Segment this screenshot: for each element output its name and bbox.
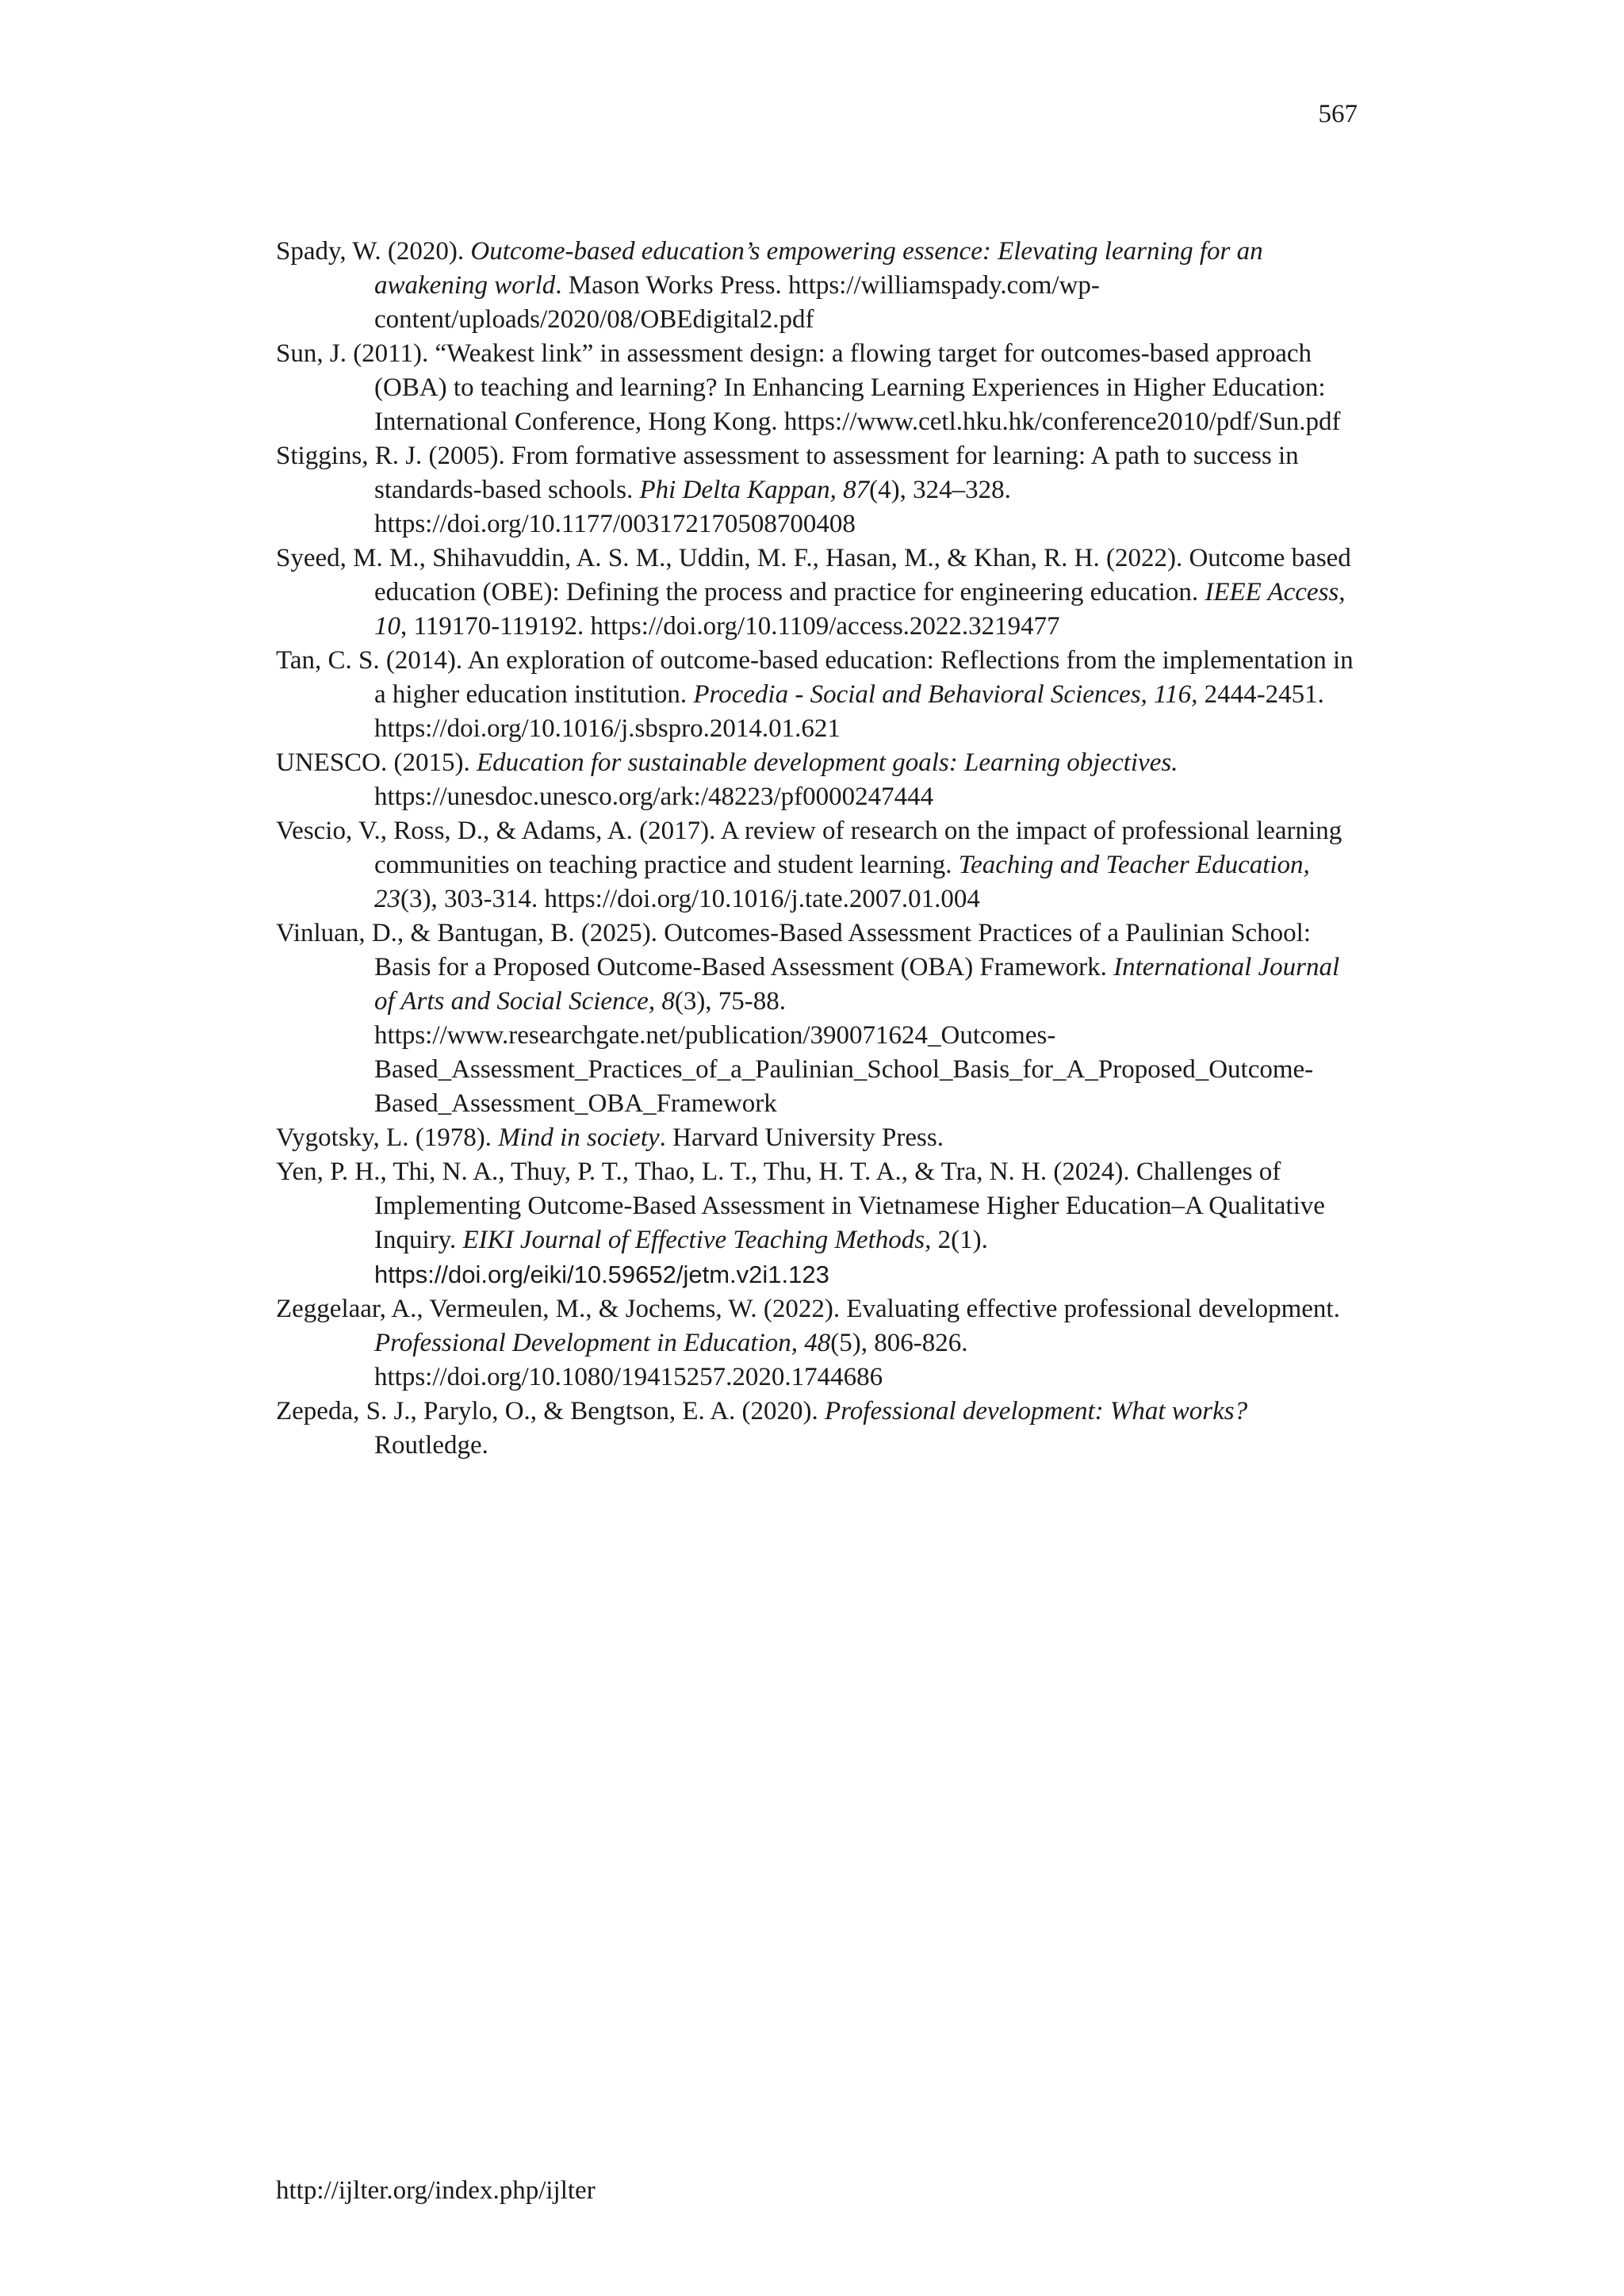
reference-text: Procedia - Social and Behavioral Sciences, 116, bbox=[693, 680, 1198, 709]
reference-entry bbox=[276, 337, 1362, 439]
reference-entry bbox=[276, 644, 1362, 746]
reference-text: https://unesdoc.unesco.org/ark:/48223/pf0000247444 bbox=[374, 783, 934, 811]
reference-text: Zepeda, S. J., Parylo, O., & Bengtson, E. A. (2020). bbox=[276, 1397, 825, 1425]
reference-entry bbox=[276, 1292, 1362, 1395]
reference-text: Tan, C. S. (2014). An exploration of outcome-based education: Reflections from the implementation in a higher education institution. bbox=[276, 646, 1354, 709]
reference-text: Outcome-based education’s empowering essence: Elevating learning for an awakening world bbox=[374, 237, 1263, 300]
reference-text: Vygotsky, L. (1978). bbox=[276, 1123, 499, 1152]
reference-entry bbox=[276, 439, 1362, 541]
reference-text: 2(1). bbox=[931, 1226, 988, 1254]
reference-text: UNESCO. (2015). bbox=[276, 748, 477, 777]
reference-text: (5), 806-826. https://doi.org/10.1080/19415257.2020.1744686 bbox=[374, 1329, 968, 1391]
footer-url: http://ijlter.org/index.php/ijlter bbox=[276, 2176, 596, 2205]
reference-text: Phi Delta Kappan, 87 bbox=[639, 476, 870, 504]
reference-entry bbox=[276, 746, 1362, 814]
reference-text: Stiggins, R. J. (2005). From formative assessment to assessment for learning: A path to success in standards-based schools. bbox=[276, 442, 1299, 504]
reference-entry bbox=[276, 235, 1362, 337]
reference-text: Vescio, V., Ross, D., & Adams, A. (2017). A review of research on the impact of professional learning communities on teaching practice and student learning. bbox=[276, 817, 1342, 879]
reference-text: 2444-2451. https://doi.org/10.1016/j.sbspro.2014.01.621 bbox=[374, 680, 1324, 743]
reference-text: Professional development: What works? bbox=[825, 1397, 1248, 1425]
reference-text: (4), 324–328. https://doi.org/10.1177/003172170508700408 bbox=[374, 476, 1011, 538]
reference-text: . Mason Works Press. https://williamspady.com/wp-content/uploads/2020/08/OBEdigital2.pdf bbox=[374, 271, 1100, 334]
reference-text: EIKI Journal of Effective Teaching Methods, bbox=[462, 1226, 932, 1254]
reference-entry bbox=[276, 1395, 1362, 1463]
reference-text: (3), 75-88. https://www.researchgate.net/publication/390071624_Outcomes-Based_Assessment_Practices_of_a_Paulinian_School_Basis_for_A_Proposed_Outcome-Based_Assessment_OBA_Framework bbox=[374, 987, 1314, 1118]
reference-text: Mind in society bbox=[498, 1123, 660, 1152]
reference-entry bbox=[276, 916, 1362, 1121]
reference-text: , 119170-119192. https://doi.org/10.1109/access.2022.3219477 bbox=[400, 612, 1060, 641]
reference-text: . Harvard University Press. bbox=[659, 1123, 944, 1152]
reference-text: Vinluan, D., & Bantugan, B. (2025). Outcomes-Based Assessment Practices of a Paulinian School: Basis for a Proposed Outcome-Based Assessment (OBA) Framework. bbox=[276, 919, 1311, 982]
page-number: 567 bbox=[1318, 100, 1358, 128]
reference-entry bbox=[276, 541, 1362, 644]
reference-text: Yen, P. H., Thi, N. A., Thuy, P. T., Thao, L. T., Thu, H. T. A., & Tra, N. H. (2024). Challenges of Implementing Outcome-Based Assessment in Vietnamese Higher Education–A Qualitative Inquiry. bbox=[276, 1158, 1325, 1254]
reference-text: International Journal of Arts and Social Science, 8 bbox=[374, 953, 1340, 1016]
reference-text: https://doi.org/eiki/10.59652/jetm.v2i1.123 bbox=[374, 1261, 829, 1288]
reference-text: Teaching and Teacher Education, 23 bbox=[374, 851, 1310, 913]
reference-list bbox=[276, 235, 1362, 1463]
reference-entry bbox=[276, 1155, 1362, 1292]
reference-text: Sun, J. (2011). “Weakest link” in assessment design: a flowing target for outcomes-based approach (OBA) to teaching and learning? In Enhancing Learning Experiences in Higher Education: International Conference, Hong Kong. https://www.cetl.hku.hk/conference2010/pdf/Sun.pdf bbox=[276, 339, 1341, 436]
reference-text: (3), 303-314. https://doi.org/10.1016/j.tate.2007.01.004 bbox=[400, 885, 980, 913]
reference-text: IEEE Access, 10 bbox=[374, 578, 1346, 641]
reference-text: Spady, W. (2020). bbox=[276, 237, 471, 266]
reference-text: Professional Development in Education, 48 bbox=[374, 1329, 831, 1357]
reference-entry bbox=[276, 1121, 1362, 1155]
reference-text: Zeggelaar, A., Vermeulen, M., & Jochems, W. (2022). Evaluating effective professional development. bbox=[276, 1295, 1340, 1323]
reference-text: Education for sustainable development goals: Learning objectives. bbox=[477, 748, 1178, 777]
reference-text: Routledge. bbox=[374, 1431, 488, 1460]
reference-text: Syeed, M. M., Shihavuddin, A. S. M., Uddin, M. F., Hasan, M., & Khan, R. H. (2022). Outcome based education (OBE): Defining the process and practice for engineering education. bbox=[276, 544, 1351, 607]
reference-entry bbox=[276, 814, 1362, 916]
